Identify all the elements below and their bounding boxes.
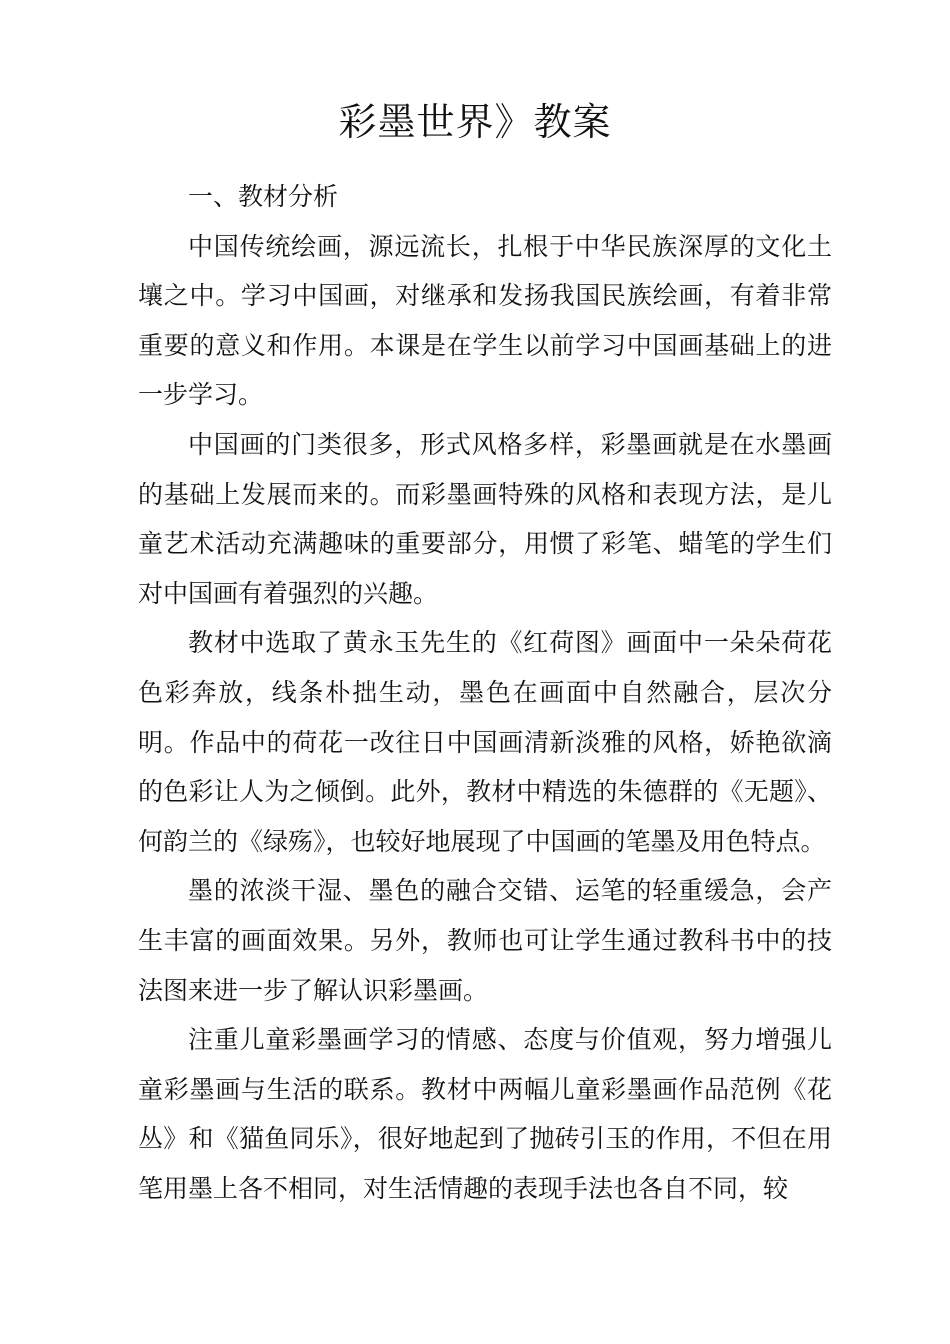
paragraph-2: 中国画的门类很多，形式风格多样，彩墨画就是在水墨画的基础上发展而来的。而彩墨画特殊的风格和表现方法，是儿童艺术活动充满趣味的重要部分，用惯了彩笔、蜡笔的学生们对中国画有着强烈的兴趣。 [138,429,832,608]
section-heading: 一、教材分析 [188,182,339,211]
paragraph-3: 教材中选取了黄永玉先生的《红荷图》画面中一朵朵荷花色彩奔放，线条朴拙生动，墨色在画面中自然融合，层次分明。作品中的荷花一改往日中国画清新淡雅的风格，娇艳欲滴的色彩让人为之倾倒。此外，教材中精选的朱德群的《无题》、何韵兰的《绿殇》，也较好地展现了中国画的笔墨及用色特点。 [138,628,832,856]
paragraph-5: 注重儿童彩墨画学习的情感、态度与价值观，努力增强儿童彩墨画与生活的联系。教材中两幅儿童彩墨画作品范例《花丛》和《猫鱼同乐》，很好地起到了抛砖引玉的作用，不但在用笔用墨上各不相同，对生活情趣的表现手法也各自不同，较 [138,1025,832,1203]
paragraph-4: 墨的浓淡干湿、墨色的融合交错、运笔的轻重缓急，会产生丰富的画面效果。另外，教师也可让学生通过教科书中的技法图来进一步了解认识彩墨画。 [138,876,832,1005]
paragraph-1: 中国传统绘画，源远流长，扎根于中华民族深厚的文化土壤之中。学习中国画，对继承和发扬我国民族绘画，有着非常重要的意义和作用。本课是在学生以前学习中国画基础上的进一步学习。 [138,231,832,410]
document-body [138,172,832,1213]
document-title: 彩墨世界》教案 [338,100,612,144]
